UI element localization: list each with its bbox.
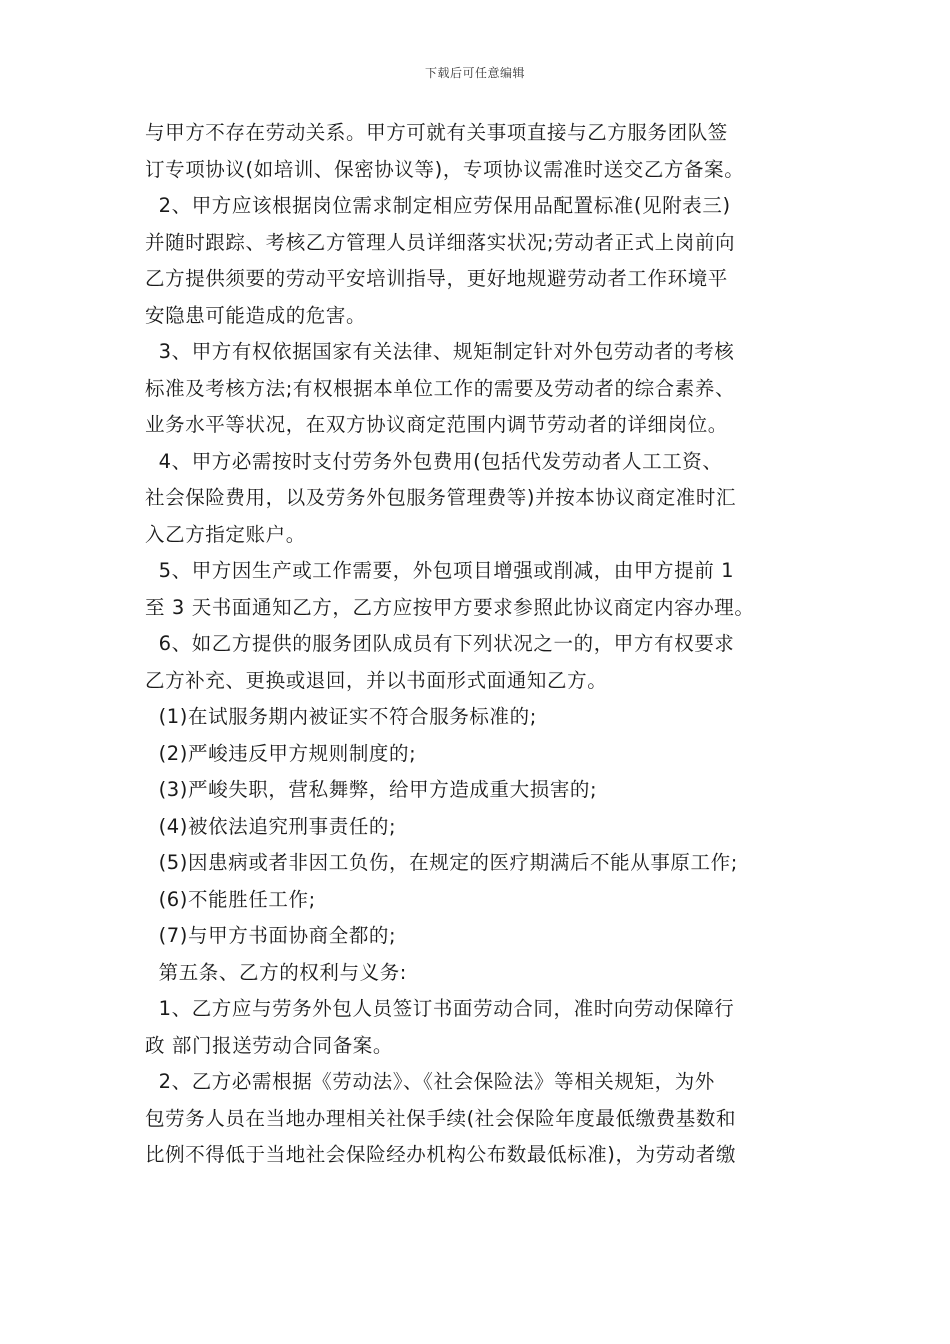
body-line: 社会保险费用，以及劳务外包服务管理费等)并按本协议商定准时汇 <box>145 486 737 509</box>
body-line: 3、甲方有权依据国家有关法律、规矩制定针对外包劳动者的考核 <box>145 340 735 363</box>
body-line: 标准及考核方法;有权根据本单位工作的需要及劳动者的综合素养、 <box>145 376 736 400</box>
body-line: 入乙方指定账户。 <box>145 522 306 546</box>
body-line: 4、甲方必需按时支付劳务外包费用(包括代发劳动者人工工资、 <box>145 449 723 473</box>
body-line: 2、甲方应该根据岗位需求制定相应劳保用品配置标准(见附表三) <box>145 194 731 217</box>
list-item: (6)不能胜任工作; <box>145 887 316 911</box>
body-line: 并随时跟踪、考核乙方管理人员详细落实状况;劳动者正式上岗前向 <box>145 230 736 254</box>
list-item: (5)因患病或者非因工负伤，在规定的医疗期满后不能从事原工作; <box>145 851 738 874</box>
body-line: 安隐患可能造成的危害。 <box>145 303 367 327</box>
body-line: 比例不得低于当地社会保险经办机构公布数最低标准)，为劳动者缴 <box>145 1143 737 1166</box>
body-line: 包劳务人员在当地办理相关社保手续(社会保险年度最低缴费基数和 <box>145 1106 737 1130</box>
body-line: 乙方补充、更换或退回，并以书面形式面通知乙方。 <box>145 668 608 692</box>
list-item: (7)与甲方书面协商全都的; <box>145 924 397 947</box>
body-line: 政 部门报送劳动合同备案。 <box>145 1033 393 1057</box>
body-line: 1、乙方应与劳务外包人员签订书面劳动合同，准时向劳动保障行 <box>145 997 735 1020</box>
body-line: 5、甲方因生产或工作需要，外包项目增强或削减，由甲方提前 1 <box>145 559 735 582</box>
body-line: 订专项协议(如培训、保密协议等)，专项协议需准时送交乙方备案。 <box>145 157 745 181</box>
document-body <box>145 115 810 1174</box>
body-line: 与甲方不存在劳动关系。甲方可就有关事项直接与乙方服务团队签 <box>145 121 728 144</box>
list-item: (2)严峻违反甲方规则制度的; <box>145 741 417 765</box>
page-header: 下载后可任意编辑 <box>424 66 525 80</box>
section-heading: 第五条、乙方的权利与义务: <box>145 960 407 984</box>
body-line: 6、如乙方提供的服务团队成员有下列状况之一的，甲方有权要求 <box>145 632 735 655</box>
list-item: (4)被依法追究刑事责任的; <box>145 814 397 838</box>
body-line: 业务水平等状况，在双方协议商定范围内调节劳动者的详细岗位。 <box>145 413 728 436</box>
body-line: 乙方提供须要的劳动平安培训指导，更好地规避劳动者工作环境平 <box>145 267 728 290</box>
list-item: (1)在试服务期内被证实不符合服务标准的; <box>145 705 537 728</box>
body-line: 至 3 天书面通知乙方，乙方应按甲方要求参照此协议商定内容办理。 <box>145 595 755 619</box>
list-item: (3)严峻失职，营私舞弊，给甲方造成重大损害的; <box>145 778 598 801</box>
body-line: 2、乙方必需根据《劳动法》、《社会保险法》等相关规矩，为外 <box>145 1070 715 1093</box>
